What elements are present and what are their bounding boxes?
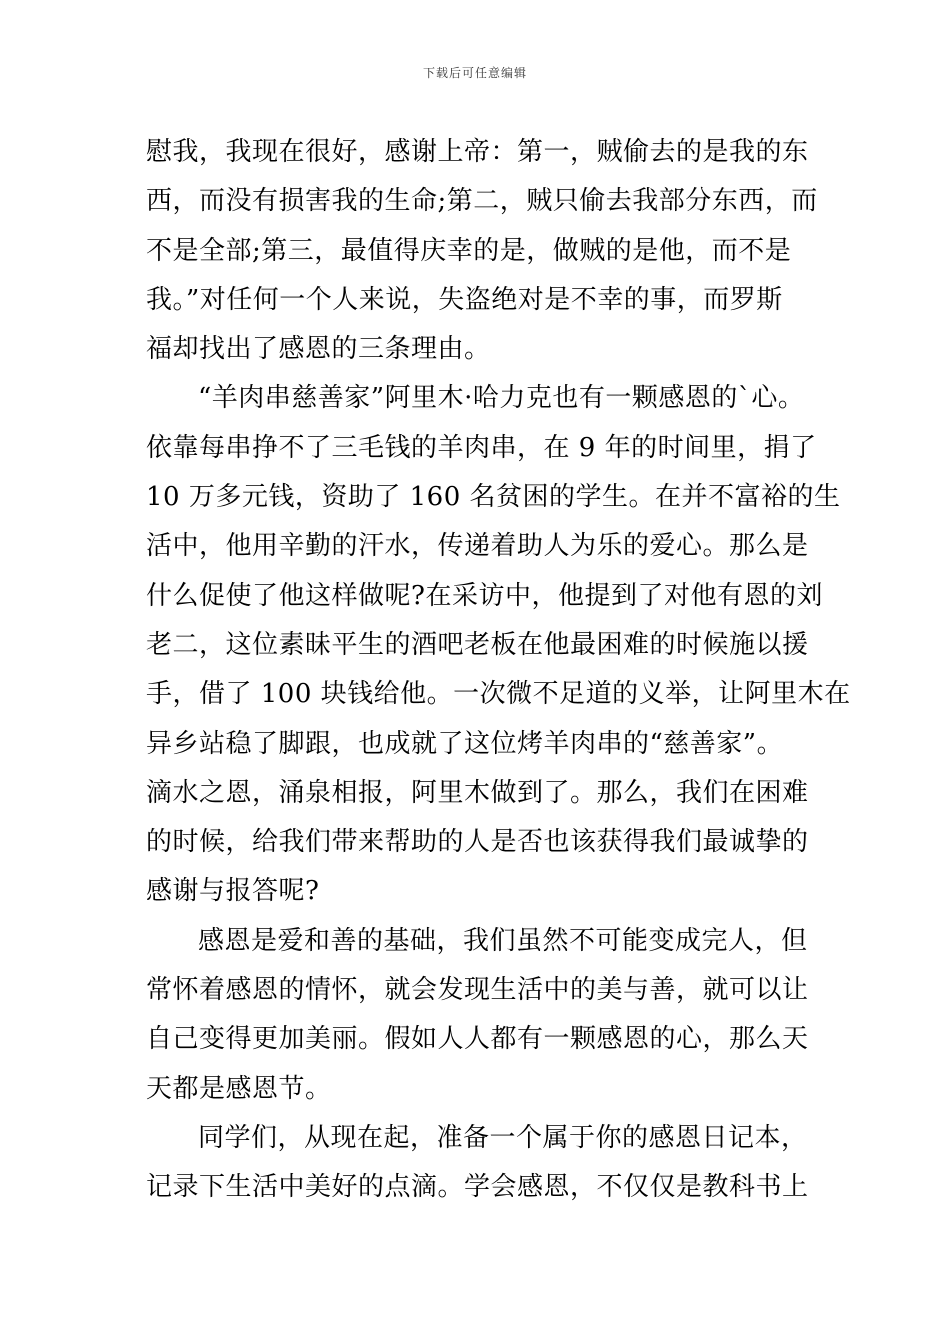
text-line: 10 万多元钱，资助了 160 名贫困的学生。在并不富裕的生: [146, 482, 841, 513]
text-line: 活中，他用辛勤的汗水，传递着助人为乐的爱心。那么是: [146, 531, 809, 562]
text-line: 依靠每串挣不了三毛钱的羊肉串，在 9 年的时间里，捐了: [146, 432, 817, 463]
text-line: 滴水之恩，涌泉相报，阿里木做到了。那么，我们在困难: [146, 777, 809, 808]
text-line: 的时候，给我们带来帮助的人是否也该获得我们最诚挚的: [146, 827, 809, 858]
text-line: 记录下生活中美好的点滴。学会感恩，不仅仅是教科书上: [146, 1172, 809, 1203]
text-line: 不是全部;第三，最值得庆幸的是，做贼的是他，而不是: [146, 235, 792, 266]
text-line: 西，而没有损害我的生命;第二，贼只偷去我部分东西，而: [146, 186, 818, 217]
paragraph-start-line: 同学们，从现在起，准备一个属于你的感恩日记本，: [198, 1122, 808, 1153]
paragraph-start-line: 感恩是爱和善的基础，我们虽然不可能变成完人，但: [198, 925, 808, 956]
text-line: 我。”对任何一个人来说，失盗绝对是不幸的事，而罗斯: [146, 284, 783, 315]
text-line: 福却找出了感恩的三条理由。: [146, 334, 491, 365]
text-line: 自己变得更加美丽。假如人人都有一颗感恩的心，那么天: [146, 1024, 809, 1055]
text-line: 异乡站稳了脚跟，也成就了这位烤羊肉串的“慈善家”。: [146, 728, 784, 759]
page-header: 下载后可任意编辑: [422, 66, 527, 80]
document-body: [146, 128, 851, 1213]
text-line: 手，借了 100 块钱给他。一次微不足道的义举，让阿里木在: [146, 679, 851, 710]
text-line: 常怀着感恩的情怀，就会发现生活中的美与善，就可以让: [146, 975, 809, 1006]
text-line: 慰我，我现在很好，感谢上帝：第一，贼偷去的是我的东: [146, 137, 809, 167]
text-line: 老二，这位素昧平生的酒吧老板在他最困难的时候施以援: [146, 629, 809, 660]
text-line: 天都是感恩节。: [146, 1073, 332, 1104]
text-line: 感谢与报答呢?: [146, 876, 320, 907]
text-line: 什么促使了他这样做呢?在采访中，他提到了对他有恩的刘: [146, 580, 823, 611]
paragraph-start-line: “羊肉串慈善家”阿里木·哈力克也有一颗感恩的`心。: [198, 383, 805, 414]
